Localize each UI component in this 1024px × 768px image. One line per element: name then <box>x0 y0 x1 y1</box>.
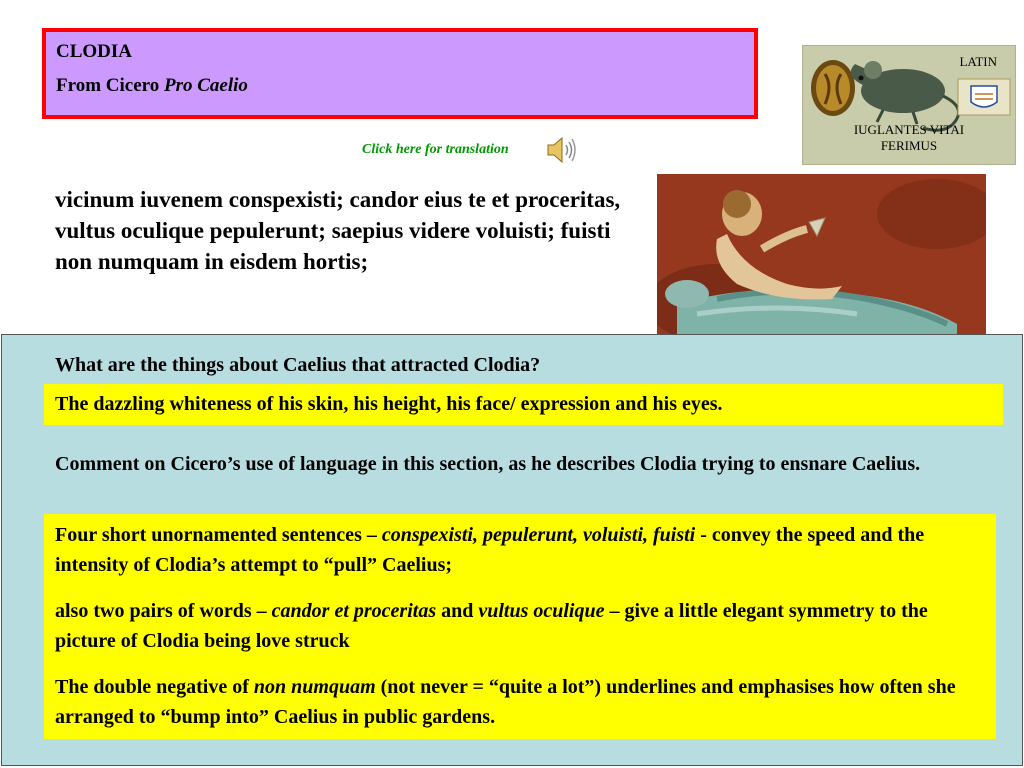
answer-2-paragraph-3 <box>55 672 985 732</box>
text: The double negative of <box>55 676 254 698</box>
text: - convey the speed and the intensity of Clodia’s attempt to “pull” Caelius; <box>55 524 925 576</box>
question-2: Comment on Cicero’s use of language in this section, as he describes Clodia trying to ensnare Caelius. <box>55 453 921 475</box>
text: – give a little elegant symmetry to the picture of Clodia being love struck <box>55 600 928 652</box>
title-box <box>42 28 758 119</box>
text: Four short unornamented sentences – <box>55 524 382 546</box>
logo-label: LATIN <box>959 54 997 69</box>
logo-motto <box>803 122 1015 154</box>
latin-phrase: vultus oculique <box>478 600 605 622</box>
answer-2 <box>44 514 996 739</box>
latin-logo <box>802 45 1016 165</box>
page-title: CLODIA <box>56 41 133 62</box>
answer-2-paragraph-1 <box>55 520 985 580</box>
latin-verbs: conspexisti, pepulerunt, voluisti, fuisti <box>381 524 696 546</box>
text: also two pairs of words – <box>55 600 272 622</box>
latin-phrase: non numquam <box>253 676 376 698</box>
latin-passage: vicinum iuvenem conspexisti; candor eius te et proceritas, vultus oculique pepulerunt; saepius videre voluisti; fuisti non numquam in eisdem hortis; <box>55 187 621 274</box>
speaker-icon[interactable] <box>543 134 579 166</box>
mouse-icon <box>851 61 959 130</box>
fresco-image <box>657 174 986 336</box>
subtitle <box>56 74 744 98</box>
translation-link[interactable]: Click here for translation <box>362 142 509 157</box>
subtitle-work: Pro Caelio <box>163 75 248 96</box>
latin-phrase: candor et proceritas <box>271 600 437 622</box>
crest-icon <box>958 79 1010 115</box>
subtitle-prefix: From Cicero <box>56 75 164 96</box>
text: and <box>436 600 479 622</box>
motto-line-1: IUGLANTES VITAI <box>853 122 965 137</box>
text: (not never = “quite a lot”) underlines and emphasises how often she arranged to “bump into” Caelius in public gardens. <box>55 676 956 728</box>
motto-line-2: FERIMUS <box>880 138 938 153</box>
walnut-icon <box>811 60 855 116</box>
question-1: What are the things about Caelius that attracted Clodia? <box>55 354 541 376</box>
answer-2-paragraph-2 <box>55 596 985 656</box>
answer-1: The dazzling whiteness of his skin, his height, his face/ expression and his eyes. <box>44 384 1003 425</box>
